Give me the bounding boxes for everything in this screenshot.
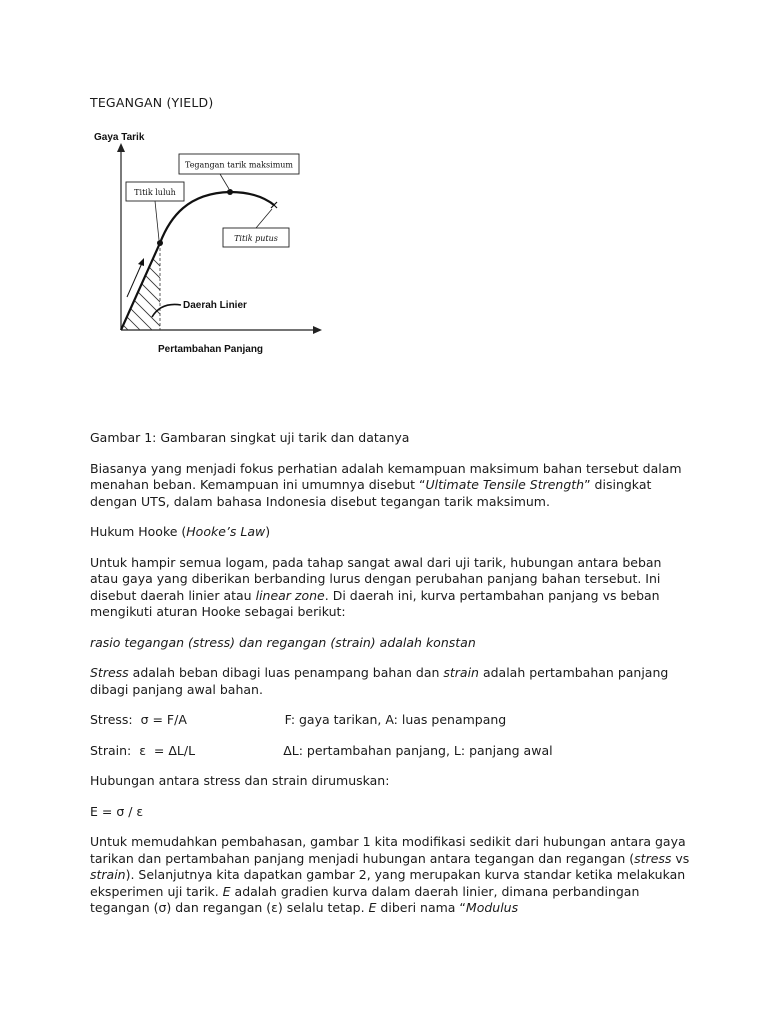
max-label: Tegangan tarik maksimum [184,160,294,170]
text-run-italic: strain [90,867,126,882]
strain-formula: ε = ΔL/L [139,742,196,758]
loading-arrow-line [127,263,142,297]
paragraph-uts [90,461,690,511]
page-heading: TEGANGAN (YIELD) [90,95,214,110]
text-run-italic: Hooke’s Law [186,524,266,539]
y-axis-arrow-icon [117,143,125,152]
text-run: ” disingkat dengan UTS, dalam bahasa Indonesia disebut tegangan tarik maksimum. [90,477,652,509]
text-run-italic: stress [634,850,672,866]
text-run-italic: linear zone [255,587,325,603]
tensile-curve-diagram [88,125,333,365]
paragraph-figure-2 [90,834,690,917]
paragraph-linear-zone [90,555,690,621]
strain-description: ΔL: pertambahan panjang, L: panjang awal [283,742,553,758]
y-axis-label: Gaya Tarik [94,132,145,143]
yield-label: Titik luluh [134,188,176,197]
text-run: adalah gradien kurva dalam daerah linier, dimana perbandingan tegangan (σ) dan regangan (ε) selalu tetap. [90,883,640,915]
text-run-italic: Modulus [465,900,519,915]
x-axis-arrow-icon [313,326,322,334]
text-run: diberi nama “ [376,900,466,915]
linear-label: Daerah Linier [183,300,247,311]
text-run: Hukum Hooke ( [90,524,187,539]
break-point-marker [271,202,277,208]
linear-region-hatch [108,214,188,365]
text-run-italic: Ultimate Tensile Strength [425,477,585,492]
break-label-leader [256,209,272,228]
text-run: ) [265,524,271,539]
break-label: Titik putus [234,234,278,243]
text-run: Untuk hampir semua logam, pada tahap sangat awal dari uji tarik, hubungan antara beban atau gaya yang diberikan berbanding lurus dengan perubahan panjang bahan tersebut. Ini disebut daerah linier atau [90,554,662,603]
strain-label: Strain: [90,742,132,758]
hooke-law-title [90,524,690,541]
stress-label: Stress: [90,712,133,727]
text-run: Untuk memudahkan pembahasan, gambar 1 kita modifikasi sedikit dari hubungan antara gaya tarikan dan pertambahan panjang menjadi hubungan antara tegangan dan regangan ( [90,834,686,866]
text-run: . Di daerah ini, kurva pertambahan panjang vs beban mengikuti aturan Hooke sebagai berikut: [90,587,660,619]
text-run-italic: Stress [90,665,129,680]
text-run: adalah pertambahan panjang dibagi panjang awal bahan. [90,665,669,697]
linear-label-pointer [152,305,181,318]
text-run: Biasanya yang menjadi fokus perhatian adalah kemampuan maksimum bahan tersebut dalam menahan beban. Kemampuan ini umumnya disebut “ [90,460,682,492]
stress-description: F: gaya tarikan, A: luas penampang [284,712,507,727]
stress-formula: σ = F/A [140,712,187,727]
tensile-test-figure [88,125,333,365]
text-run: adalah beban dibagi luas penampang bahan dan [128,665,444,680]
relation-intro: Hubungan antara stress dan strain dirumuskan: [90,773,390,788]
yield-label-leader [155,201,159,240]
text-run-italic: E [368,900,377,915]
modulus-formula: E = σ / ε [90,803,144,819]
text-run: ). Selanjutnya kita dapatkan gambar 2, yang merupakan kurva standar ketika melakukan eksperimen uji tarik. [90,867,686,899]
text-run-italic: E [222,883,231,899]
strain-formula-line [90,743,690,760]
text-run-italic: rasio tegangan (stress) dan regangan (strain) adalah konstan [90,634,476,650]
max-label-leader [220,174,229,189]
text-run-italic: strain [443,665,479,680]
paragraph-stress-strain-definition [90,665,690,698]
text-run: vs [671,850,690,866]
body-text [90,430,690,931]
figure-caption: Gambar 1: Gambaran singkat uji tarik dan datanya [90,430,410,445]
stress-formula-line [90,712,690,729]
ratio-statement [90,635,690,652]
loading-arrow-icon [138,258,144,266]
yield-point-marker [157,240,163,246]
x-axis-label: Pertambahan Panjang [158,344,264,355]
max-point-marker [227,189,233,195]
